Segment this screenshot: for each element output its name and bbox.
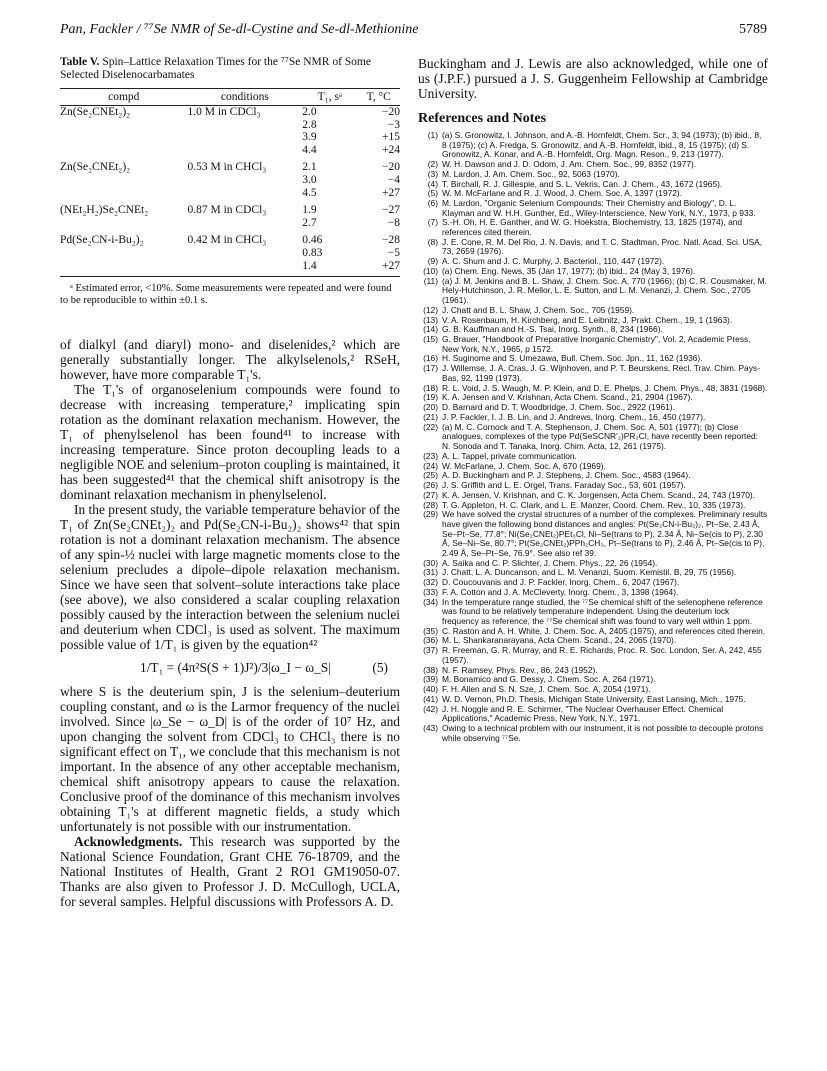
table-row: [60, 247, 400, 260]
reference-text: J. E. Cone, R. M. Del Rio, J. N. Davis, and T. C. Stadtman, Proc. Natl. Acad. Sci. USA, 73, 2659 (1976).: [442, 236, 763, 257]
reference-text: M. Lardon, J. Am. Chem. Soc., 92, 5063 (1970).: [442, 168, 620, 179]
reference-number: (34): [423, 596, 438, 607]
cell-conditions: 0.53 M in CHCl₃: [187, 161, 267, 174]
table-row: [60, 260, 400, 277]
cell-conditions: [188, 247, 303, 260]
cell-temp: −8: [387, 216, 400, 229]
cell-t1: 2.8: [302, 118, 317, 131]
reference-number: (37): [423, 645, 438, 656]
reference-text: W. M. McFarlane and R. J. Wood, J. Chem. Soc. A, 1397 (1972).: [442, 188, 683, 199]
reference-number: (36): [423, 635, 438, 646]
cell-t1: 4.4: [302, 143, 317, 156]
reference-text: J. Chatt and B. L. Shaw, J. Chem. Soc., 705 (1959).: [442, 304, 635, 315]
reference-text: A. L. Tappel, private communication.: [442, 450, 577, 461]
reference-text: R. L. Void, J. S. Waugh, M. P. Klein, and D. E. Phelps, J. Chem. Phys., 48, 3831 (1968).: [442, 382, 768, 393]
table-row: [60, 131, 400, 144]
table-row: [60, 187, 400, 200]
reference-item: [418, 218, 768, 237]
reference-text: M. L. Shankaranarayana, Acta Chem. Scand., 24, 2065 (1970).: [442, 635, 677, 646]
cell-conditions: [188, 174, 303, 187]
reference-number: (32): [423, 577, 438, 588]
reference-number: (43): [423, 723, 438, 734]
paragraph-1: of dialkyl (and diaryl) mono- and diselenides,² which are generally substantially longer. The alkylselenols,² RSeH, however, have more comparable T₁'s.: [60, 337, 400, 383]
body-text: [60, 337, 400, 909]
reference-item: [418, 646, 768, 665]
reference-text: (a) Chem. Eng. News, 35 (Jan 17, 1977); (b) ibid., 24 (May 3, 1976).: [442, 266, 696, 276]
reference-text: We have solved the crystal structures of a number of the complexes. Preliminary results have given the following bond distances and angles: Pt(Se₂CN-i-Bu₂)₂, Pt–Se, 2.43 Å, Se–Pt–Se, 77.8°; Ni(Se₂CNEt₂)PEt₃Cl, Ni–Se(trans to P), 2.34 Å, Ni–Se(cis to P), 2.30 Å, Se–Ni–Se, 80.7°; Pt(Se₂CNEt₂)PPh₂CH₃, Pt–Se(trans to P), 2.46 Å, Pt–Se(cis to P), 2.49 Å, Se–Pt–Se, 76.9°. See also ref 39.: [442, 509, 768, 558]
cell-temp: +27: [382, 186, 400, 199]
reference-number: (6): [427, 198, 438, 209]
cell-compd: [60, 247, 188, 260]
reference-number: (11): [423, 275, 438, 286]
cell-compd: [60, 131, 188, 144]
cell-temp: +27: [358, 260, 401, 277]
reference-number: (1): [427, 130, 438, 140]
table-caption-text: Spin–Lattice Relaxation Times for the ⁷⁷Se NMR of Some Selected Diselenocarbamates: [60, 56, 371, 81]
cell-t1: 2.1: [302, 161, 317, 174]
cell-temp: +15: [382, 131, 400, 144]
equation-number: (5): [372, 660, 388, 676]
reference-text: A. C. Shum and J. C. Murphy, J. Bacteriol., 110, 447 (1972).: [442, 256, 665, 267]
reference-number: (38): [423, 664, 438, 675]
cell-conditions: [188, 144, 303, 157]
cell-t1: 2.0: [302, 106, 317, 118]
reference-item: [418, 510, 768, 558]
reference-item: [418, 598, 768, 627]
reference-number: (35): [423, 625, 438, 636]
reference-number: (29): [423, 509, 438, 520]
cell-compd: [60, 174, 188, 187]
cell-compd: Pd(Se₂CN-i-Bu₂)₂: [60, 234, 144, 247]
cell-compd: [60, 144, 188, 157]
cell-conditions: [188, 119, 303, 132]
cell-temp: −3: [387, 118, 400, 131]
cell-compd: [60, 119, 188, 132]
cell-compd: (NEt₂H₂)Se₂CNEt₂: [60, 204, 149, 217]
reference-number: (14): [423, 324, 438, 335]
reference-text: K. A. Jensen and V. Krishnan, Acta Chem. Scand., 21, 2904 (1967).: [442, 392, 693, 403]
reference-text: F. A. Cotton and J. A. McCleverty, Inorg. Chem., 3, 1398 (1964).: [442, 586, 679, 597]
reference-item: [418, 705, 768, 724]
reference-text: S.-H. Oh, H. E. Ganther, and W. G. Hoekstra, Biochemistry, 13, 1825 (1974), and references cited therein.: [442, 217, 743, 238]
reference-number: (39): [423, 674, 438, 685]
cell-t1: 4.5: [302, 186, 317, 199]
col-header-conditions: conditions: [188, 89, 303, 106]
reference-number: (41): [423, 693, 438, 704]
right-column: [418, 56, 768, 743]
reference-text: M. Lardon, "Organic Selenium Compounds: Their Chemistry and Biology", D. L. Klayman and W. H.H. Gunther, Ed., Wiley-Interscience, New York, N.Y., 1973, p 933.: [442, 198, 756, 218]
cell-t1: 0.46: [302, 234, 323, 247]
table-row: [60, 144, 400, 157]
reference-number: (17): [423, 363, 438, 374]
reference-number: (8): [427, 236, 438, 247]
cell-t1: 1.4: [302, 260, 357, 277]
running-title: Pan, Fackler / ⁷⁷Se NMR of Se-dl-Cystine and Se-dl-Methionine: [60, 22, 419, 37]
ack-continued: Buckingham and J. Lewis are also acknowledged, while one of us (J.P.F.) pursued a J. S. Guggenheim Fellowship at Cambridge University.: [418, 56, 768, 101]
table-body: [60, 106, 400, 277]
reference-text: Owing to a technical problem with our instrument, it is not possible to decouple protons while observing ⁷⁷Se.: [442, 723, 764, 743]
cell-temp: +24: [382, 143, 400, 156]
equation-5: [60, 660, 400, 676]
reference-number: (33): [423, 586, 438, 597]
table-caption-label: Table V.: [60, 56, 100, 68]
ack-title: Acknowledgments.: [74, 834, 183, 850]
reference-text: T. Birchall, R. J. Gillespie, and S. L. Vekris, Can. J. Chem., 43, 1672 (1965).: [442, 178, 723, 189]
reference-text: J. Willemse, J. A. Cras, J. G. Wijnhoven, and P. T. Beurskens, Recl. Trav. Chim. Pays-Bas, 92, 1199 (1973).: [442, 363, 760, 383]
reference-item: [418, 131, 768, 160]
reference-item: [418, 423, 768, 452]
reference-number: (10): [423, 266, 438, 276]
reference-text: W. D. Vernon, Ph.D. Thesis, Michigan State University, East Lansing, Mich., 1975.: [442, 693, 746, 704]
reference-number: (42): [423, 703, 438, 714]
cell-conditions: 0.87 M in CDCl₃: [187, 204, 267, 217]
ack-text: This research was supported by the National Science Foundation, Grant CHE 76-18709, and the National Institutes of Health, Grant 2 RO1 GM19050-07. Thanks are also given to Professor J. D. McCullogh, UCLA, for several samples. Helpful discussions with Professors A. D.: [60, 834, 401, 910]
references-title: References and Notes: [418, 111, 547, 126]
reference-number: (2): [427, 158, 438, 169]
cell-t1: 1.9: [302, 204, 317, 217]
reference-number: (24): [423, 460, 438, 471]
reference-text: M. Bonamico and G. Dessy, J. Chem. Soc. A, 264 (1971).: [442, 674, 656, 685]
reference-number: (19): [423, 392, 438, 403]
paragraph-2: The T₁'s of organoselenium compounds were found to decrease with increasing temperature,² implicating spin rotation as the dominant relaxation mechanism. However, the T₁ of phenylselenol has been found⁴¹ to increase with increasing temperature. Since proton decoupling leads to a negligible NOE and selenium–proton coupling is maintained, it has been suggested⁴¹ that the chemical shift anisotropy is the dominant relaxation mechanism in phenylselenol.: [60, 382, 400, 503]
cell-t1: 2.7: [302, 216, 317, 229]
table-row: [60, 156, 400, 174]
reference-item: [418, 364, 768, 383]
left-column: [60, 56, 400, 909]
reference-number: (27): [423, 489, 438, 500]
reference-text: W. H. Dawson and J. D. Odom, J. Am. Chem. Soc., 99, 8352 (1977).: [442, 158, 697, 169]
reference-number: (9): [427, 256, 438, 267]
reference-text: (a) S. Gronowitz, I. Johnson, and A.-B. Hornfeldt, Chem. Scr., 3, 94 (1973); (b) ibid., 8, 8 (1975); (c) A. Fredga, S. Gronowitz, and A.-B. Hornfeldt, ibid., 8, 15 (1975); (d) S. Gronowitz, A. Konar, and A.-B. Hornfeldt, Org. Magn. Reson., 9, 213 (1977).: [442, 130, 762, 160]
cell-temp: −4: [387, 173, 400, 186]
reference-text: C. Raston and A. H. White, J. Chem. Soc. A, 2405 (1975), and references cited therein.: [442, 625, 766, 636]
table-row: [60, 119, 400, 132]
reference-text: J. H. Noggle and R. E. Schirmer, "The Nuclear Overhauser Effect. Chemical Applications," Academic Press, New York, N.Y., 1971.: [442, 703, 724, 724]
cell-conditions: [188, 217, 303, 230]
reference-text: K. A. Jensen, V. Krishnan, and C. K. Jorgensen, Acta Chem. Scand., 24, 743 (1970).: [442, 489, 756, 500]
table-footnote: ᵃ Estimated error, <10%. Some measurements were repeated and were found to be reproducible to within ±0.1 s.: [60, 283, 392, 307]
reference-item: [418, 277, 768, 306]
running-header: [60, 22, 767, 42]
table-row: [60, 217, 400, 230]
table-row: [60, 199, 400, 217]
reference-number: (16): [423, 353, 438, 364]
reference-number: (22): [423, 421, 438, 432]
reference-number: (21): [423, 411, 438, 422]
acknowledgments: [60, 834, 400, 909]
reference-number: (7): [427, 217, 438, 228]
cell-conditions: 1.0 M in CDCl₃: [187, 106, 261, 118]
cell-t1: 0.83: [302, 246, 323, 259]
reference-number: (23): [423, 450, 438, 461]
reference-text: H. Suginome and S. Umezawa, Bull. Chem. Soc. Jpn., 11, 162 (1936).: [442, 353, 703, 364]
cell-t1: 3.0: [302, 173, 317, 186]
reference-number: (5): [427, 188, 438, 199]
reference-number: (15): [423, 334, 438, 345]
reference-number: (4): [427, 178, 438, 189]
reference-number: (25): [423, 470, 438, 481]
table-caption: [60, 56, 400, 82]
reference-text: D. Barnard and D. T. Woodbridge, J. Chem. Soc., 2922 (1961).: [442, 402, 675, 413]
reference-number: (26): [423, 480, 438, 491]
reference-item: [418, 335, 768, 354]
reference-number: (30): [423, 557, 438, 568]
reference-number: (12): [423, 304, 438, 315]
cell-temp: −20: [382, 161, 400, 174]
cell-compd: [60, 260, 188, 277]
reference-item: [418, 238, 768, 257]
cell-temp: −27: [382, 204, 400, 217]
reference-text: In the temperature range studied, the ⁷⁷Se chemical shift of the selenophene reference was found to be relatively temperature independent. Using the deuterium lock frequency as reference, the ⁷⁷Se chemical shift was found to vary well within 1 ppm.: [442, 596, 763, 626]
equation-text: 1/T₁ = (4π²S(S + 1)J²)/3|ω_I − ω_S|: [140, 660, 331, 676]
reference-number: (18): [423, 382, 438, 393]
reference-text: J. P. Fackler, I. J. B. Lin, and J. Andrews, Inorg. Chem., 16, 450 (1977).: [442, 411, 706, 422]
reference-text: W. McFarlane, J. Chem. Soc. A, 670 (1969).: [442, 460, 606, 471]
reference-text: (a) J. M. Jenkins and B. L. Shaw, J. Chem. Soc. A, 770 (1966); (b) C. R. Cousmaker, M. Hely-Hutchinson, J. R. Mellor, L. E. Sutton, and L. M. Venanzi, J. Chem. Soc., 2705 (1961).: [442, 275, 767, 305]
cell-temp: −5: [387, 246, 400, 259]
reference-text: J. Chatt, L. A. Duncanson, and L. M. Venanzi, Suom. Kemistil. B, 29, 75 (1956).: [442, 567, 737, 578]
col-header-t1: T₁, sᵃ: [302, 89, 357, 106]
cell-compd: Zn(Se₂CNEt₂)₂: [60, 161, 131, 174]
cell-conditions: 0.42 M in CHCl₃: [187, 234, 267, 247]
reference-text: G. Brauer, "Handbook of Preparative Inorganic Chemistry", Vol. 2, Academic Press, New York, N.Y., 1965, p 1572.: [442, 334, 751, 354]
reference-text: F. H. Allen and S. N. Sze, J. Chem. Soc. A, 2054 (1971).: [442, 684, 651, 695]
cell-temp: −28: [382, 234, 400, 247]
cell-compd: [60, 217, 188, 230]
reference-item: [418, 199, 768, 218]
paragraph-4: where S is the deuterium spin, J is the selenium–deuterium coupling constant, and ω is the Larmor frequency of the nuclei involved. Since |ω_Se − ω_D| is of the order of 10⁷ Hz, and upon changing the solvent from CDCl₃ to CHCl₃ there is no significant effect on T₁, we conclude that this mechanism is not important. In the absence of any other acceptable mechanism, chemical shift anisotropy appears to cause the relaxation. Conclusive proof of the dominance of this mechanism involves obtaining T₁'s at different magnetic fields, a study which unfortunately is not possible with our instrumentation.: [60, 684, 400, 835]
reference-number: (3): [427, 168, 438, 179]
table-row: [60, 106, 400, 119]
reference-number: (13): [423, 314, 438, 325]
paragraph-3: In the present study, the variable temperature behavior of the T₁ of Zn(Se₂CNEt₂)₂ and Pd(Se₂CN-i-Bu₂)₂ shows⁴² that spin rotation is not a dominant relaxation mechanism. The absence of any spin-½ nuclei with large magnetic moments close to the selenium precludes a dipole–dipole relaxation mechanism. Since we have seen that solvent–solute interactions take place (see above), we also considered a scalar coupling relaxation possibly caused by the interaction between the selenium nuclei and deuterium when CDCl₃ is used as solvent. The maximum possible value of 1/T₁ is given by the equation⁴²: [60, 502, 400, 653]
table-row: [60, 229, 400, 247]
reference-text: R. Freeman, G. R. Murray, and R. E. Richards, Proc. R. Soc. London, Ser. A, 242, 455 (1957).: [442, 645, 762, 665]
cell-conditions: [188, 260, 303, 277]
page-number: 5789: [739, 22, 767, 37]
reference-text: J. S. Griffith and L. E. Orgel, Trans. Faraday Soc., 53, 601 (1957).: [442, 480, 686, 491]
col-header-compd: compd: [60, 89, 188, 106]
reference-text: (a) M. C. Cornock and T. A. Stephenson, J. Chem. Soc. A, 501 (1977); (b) Close analogues, complexes of the type Pd(SeSCNR'₂)PR₃Cl, have recently been reported: N. Sonoda and T. Tanaka, Inorg. Chim. Acta, 12, 261 (1975).: [442, 421, 758, 451]
references-list: [418, 131, 768, 743]
cell-t1: 3.9: [302, 131, 317, 144]
reference-number: (40): [423, 684, 438, 695]
cell-compd: [60, 187, 188, 200]
table-header-row: [60, 89, 400, 106]
reference-item: [418, 724, 768, 743]
relaxation-table: [60, 88, 400, 277]
reference-number: (20): [423, 402, 438, 413]
reference-text: V. A. Rosenbaum, H. Kirchberg, and E. Leibnitz, J. Prakt. Chem., 19, 1 (1963).: [442, 314, 733, 325]
reference-number: (28): [423, 499, 438, 510]
col-header-temp: T, °C: [358, 89, 401, 106]
reference-number: (31): [423, 567, 438, 578]
table-row: [60, 174, 400, 187]
reference-text: A. D. Buckingham and P. J. Stephens, J. Chem. Soc., 4583 (1964).: [442, 470, 691, 481]
reference-text: D. Coucouvanis and J. P. Fackler, Inorg. Chem., 6, 2047 (1967).: [442, 577, 680, 588]
reference-text: G. B. Kauffman and H.-S. Tsai, Inorg. Synth., 8, 234 (1966).: [442, 324, 663, 335]
reference-text: N. F. Ramsey, Phys. Rev., 86, 243 (1952).: [442, 664, 598, 675]
reference-text: T. G. Appleton, H. C. Clark, and L. E. Manzer, Coord. Chem. Rev., 10, 335 (1973).: [442, 499, 746, 510]
cell-temp: −20: [382, 106, 400, 118]
cell-conditions: [188, 131, 303, 144]
reference-text: A. Saika and C. P. Slichter, J. Chem. Phys., 22, 26 (1954).: [442, 557, 658, 568]
cell-compd: Zn(Se₂CNEt₂)₂: [60, 106, 131, 118]
cell-conditions: [188, 187, 303, 200]
